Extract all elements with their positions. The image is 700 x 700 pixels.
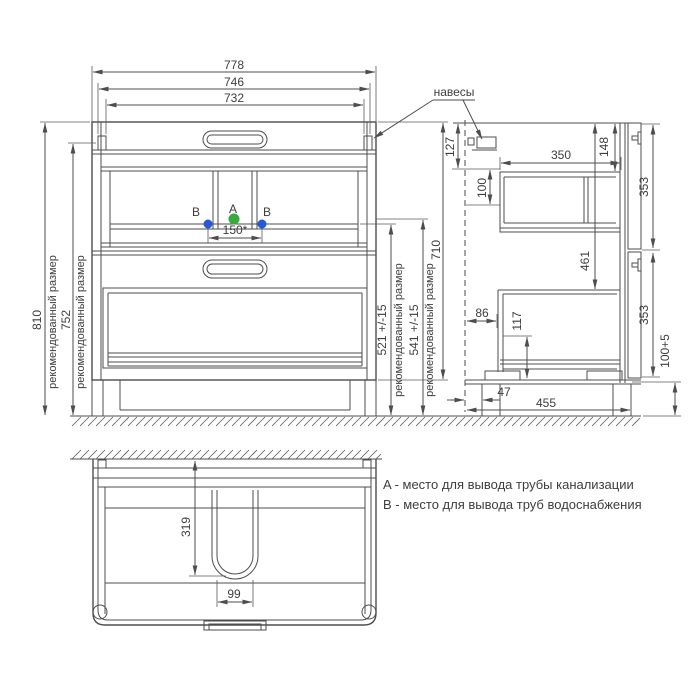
dim-label-127: 127 <box>443 136 457 158</box>
dim-label-47: 47 <box>497 385 511 399</box>
side-panel-and-fronts <box>620 123 641 383</box>
water-outlet-dot-left <box>204 220 213 229</box>
dim-label-100-5: 100+5 <box>658 334 672 368</box>
dim-label-117: 117 <box>510 311 524 331</box>
wall-hatching <box>72 450 381 459</box>
water-marker-label-left: B <box>191 205 201 219</box>
side-top-drawer-box <box>500 172 620 232</box>
top-drawer-handle <box>203 131 267 148</box>
side-lower-box <box>485 290 622 380</box>
front-plinth-and-legs <box>92 380 376 416</box>
hinge-bracket-left <box>98 136 106 150</box>
wall-line <box>70 450 382 459</box>
floor-hatching <box>72 417 640 426</box>
dim-label-778: 778 <box>223 58 245 72</box>
dim-label-541-note: рекомендованный размер <box>424 263 436 397</box>
top-view <box>70 450 382 630</box>
side-dimensions <box>443 124 681 416</box>
hinge-bracket-side <box>468 137 497 150</box>
dim-label-521-note: рекомендованный размер <box>393 263 405 397</box>
drawer-knob-bottom <box>632 259 641 271</box>
dim-label-100: 100 <box>475 177 489 199</box>
dim-label-353-bottom: 353 <box>637 304 651 326</box>
hinge-plate-right-top <box>363 460 371 468</box>
dim-label-521: 521 +/-15 <box>375 304 389 356</box>
pipe-cutout <box>212 490 258 579</box>
legend <box>383 477 642 512</box>
legend-line-water: B - место для вывода труб водоснабжения <box>383 497 642 512</box>
bottom-drawer <box>92 251 376 368</box>
water-outlet-dot-right <box>258 220 267 229</box>
front-view <box>30 58 448 416</box>
dim-label-350: 350 <box>550 148 572 162</box>
dim-label-810: 810 <box>30 309 44 331</box>
legend-line-sewer: A - место для вывода трубы канализации <box>383 477 634 492</box>
top-dimensions <box>179 461 253 607</box>
hinges-label: навесы <box>433 85 475 99</box>
sewer-marker-label: A <box>228 202 238 216</box>
dim-label-455: 455 <box>535 396 557 410</box>
hinge-plate-left-top <box>98 460 106 468</box>
water-marker-label-right: B <box>262 205 272 219</box>
dim-label-148: 148 <box>597 136 611 158</box>
hinge-bracket-right <box>364 136 372 150</box>
dim-label-150: 150* <box>222 223 248 237</box>
dim-label-541: 541 +/-15 <box>407 304 421 356</box>
dim-label-99: 99 <box>227 587 241 601</box>
dim-label-461: 461 <box>578 250 592 272</box>
dim-label-86: 86 <box>475 306 489 320</box>
dim-label-732: 732 <box>223 91 245 105</box>
dim-label-752: 752 <box>59 309 73 331</box>
dim-label-353-top: 353 <box>637 176 651 198</box>
dim-label-319: 319 <box>179 516 193 538</box>
hinges-callout <box>374 85 482 139</box>
side-view <box>374 85 681 416</box>
top-feet-and-handle <box>93 605 376 630</box>
dim-label-710: 710 <box>429 239 443 261</box>
dim-label-752-note: рекомендованный размер <box>75 255 87 389</box>
drawer-knob-top <box>632 132 641 144</box>
floor-line <box>70 416 641 426</box>
dim-label-746: 746 <box>223 75 245 89</box>
dim-label-810-note: рекомендованный размер <box>47 255 59 389</box>
